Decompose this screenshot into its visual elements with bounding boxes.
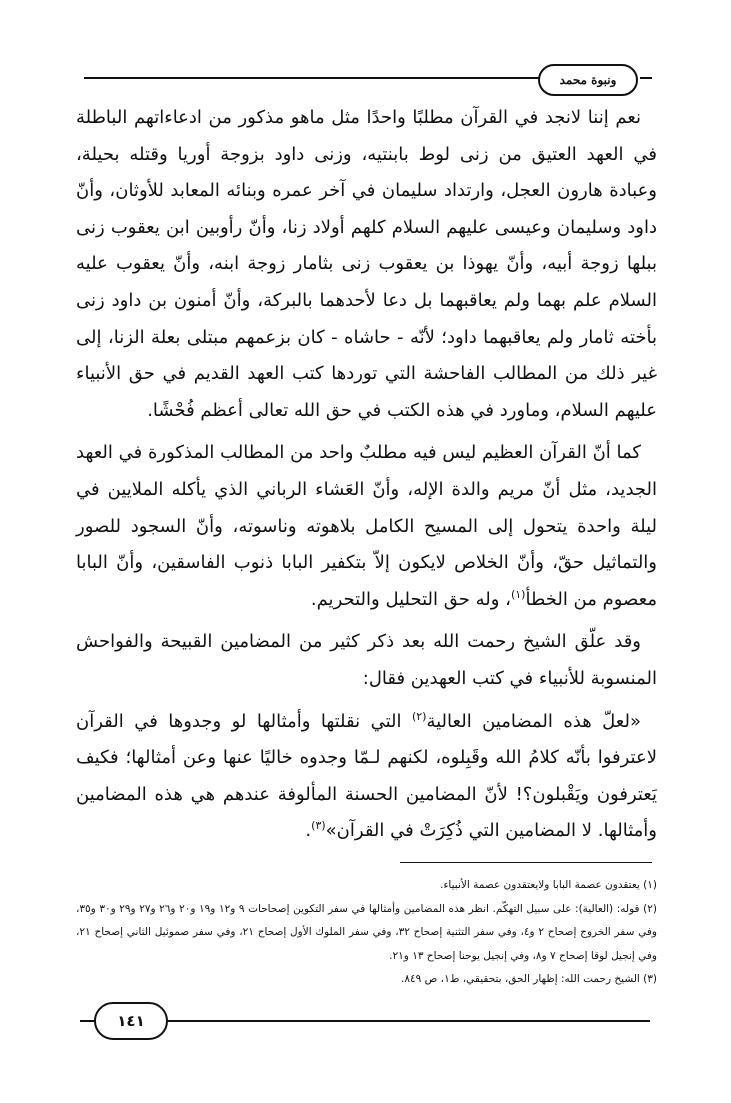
footnote: (٢) قوله: (العالية): على سبيل التهكّم. انظر هذه المضامين وأمثالها في سفر التكوين إصحاحات ٩ و١٢ و١٩ و٢٠ و٢٦ و٢٧ و٢٩ و٣٠ و٣٥، وفي سفر الخروج إصحاح ٢ و٤، وفي سفر التثنية إصحاح ٣٢، وفي سفر الملوك الأول إصحاح ٢١، وفي سفر صموئيل الثاني إصحاح ٢١، وفي إنجيل لوقا إصحاح ٧ و٨، وفي إنجيل يوحنا إصحاح ١٣ و٢١. bbox=[76, 902, 657, 962]
page-number-badge bbox=[94, 1002, 168, 1040]
quote-text: . bbox=[305, 820, 312, 842]
quotation bbox=[76, 704, 657, 850]
quote-text: التي نقلتها وأمثالها لو وجدوها في القرآن لاعترفوا بأنّه كلامُ الله وقَبِلوه، لكنهم لـمّا وجدوه خاليًا عنها وعن أمثالها؛ فكيف يَعترفون ويَقْبلون؟! لأنّ المضامين الحسنة المألوفة عندهم هي هذه المضامين وأمثالها. لا المضامين التي ذُكِرَتْ في القرآن» bbox=[76, 710, 657, 842]
running-header bbox=[84, 60, 652, 96]
header-rule-tail bbox=[640, 77, 652, 79]
running-title: ونبوة محمد bbox=[559, 73, 617, 87]
footnote-separator bbox=[400, 862, 652, 863]
footnote: (٣) الشيخ رحمت الله: إظهار الحق، بتحقيقي، ط١، ص ٨٤٩. bbox=[401, 973, 657, 985]
paragraph-text: ، وله حق التحليل والتحريم. bbox=[310, 588, 511, 610]
paragraph-text: كما أنّ القرآن العظيم ليس فيه مطلبٌ واحد من المطالب المذكورة في العهد الجديد، مثل أنّ مريم والدة الإله، وأنّ العَشاء الرباني الذي يأكله الملايين في ليلة واحدة يتحول إلى المسيح الكامل بلاهوته وناسوته، وأنّ السجود للصور والتماثيل حقّ، وأنّ الخلاص لايكون إلاّ بتكفير البابا ذنوب الفاسقين، وأنّ البابا معصوم من الخطأ bbox=[76, 442, 657, 610]
running-title-badge bbox=[538, 64, 638, 96]
footnote-marker: (١) bbox=[510, 587, 526, 601]
header-rule bbox=[84, 77, 542, 79]
footnote-marker: (٢) bbox=[411, 709, 427, 723]
footnote: (١) يعتقدون عصمة البابا ولايعتقدون عصمة الأنبياء. bbox=[440, 879, 657, 891]
quote-text: «لعلّ هذه المضامين العالية bbox=[426, 710, 641, 732]
page-footer bbox=[80, 1001, 650, 1041]
footnote-marker: (٣) bbox=[311, 819, 326, 833]
paragraph bbox=[76, 435, 657, 618]
paragraph: وقد علّق الشيخ رحمت الله بعد ذكر كثير من المضامين القبيحة والفواحش المنسوبة للأنبياء في كتب العهدين فقال: bbox=[76, 631, 657, 689]
paragraph: نعم إننا لانجد في القرآن مطلبًا واحدًا مثل ماهو مذكور من ادعاءاتهم الباطلة في العهد العتيق من زنى لوط بابنتيه، وزنى داود بزوجة أوريا وقتله بحيلة، وعبادة هارون العجل، وارتداد سليمان في آخر عمره وبنائه المعابد للأوثان، وأنّ داود وسليمان وعيسى عليهم السلام كلهم أولاد زنا، وأنّ رأوبين ابن يعقوب زنى ببلها زوجة أبيه، وأنّ يهوذا بن يعقوب زنى بثامار زوجة ابنه، وأنّ يعقوب عليه السلام علم بهما ولم يعاقبهما بل دعا لأحدهما بالبركة، وأنّ أمنون بن داود زنى بأخته ثامار ولم يعاقبهما داود؛ لأنّه - حاشاه - كان بزعمهم مبتلى بعلة الزنا، إلى غير ذلك من المطالب الفاحشة التي توردها كتب العهد القديم في حق الأنبياء عليهم السلام، وماورد في هذه الكتب في حق الله تعالى أعظم فُحْشًا. bbox=[76, 107, 657, 421]
footnotes bbox=[76, 874, 657, 992]
body-text bbox=[76, 100, 657, 856]
page-number: ١٤١ bbox=[117, 1012, 145, 1030]
